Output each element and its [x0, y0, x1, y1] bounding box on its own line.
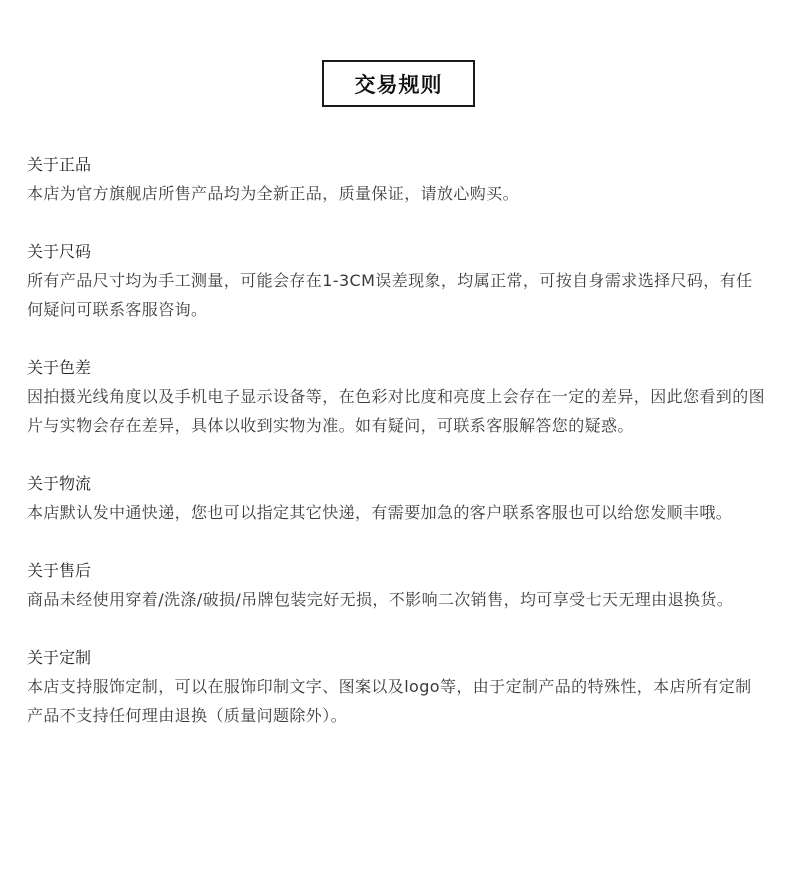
section-body: 所有产品尺寸均为手工测量，可能会存在1-3CM误差现象，均属正常，可按自身需求选择尺码，有任何疑问可联系客服咨询。: [27, 271, 753, 319]
rules-list: [27, 150, 767, 759]
page-title-box: [322, 60, 475, 107]
section-heading: 关于尺码: [27, 242, 92, 261]
section-sizing: [27, 237, 767, 324]
section-authenticity: [27, 150, 767, 208]
section-body: 本店为官方旗舰店所售产品均为全新正品，质量保证，请放心购买。: [27, 184, 520, 203]
section-body: 因拍摄光线角度以及手机电子显示设备等，在色彩对比度和亮度上会存在一定的差异，因此您看到的图片与实物会存在差异，具体以收到实物为准。如有疑问，可联系客服解答您的疑惑。: [27, 387, 766, 435]
section-heading: 关于售后: [27, 561, 92, 580]
section-heading: 关于物流: [27, 474, 92, 493]
section-heading: 关于色差: [27, 358, 92, 377]
section-body: 商品未经使用穿着/洗涤/破损/吊牌包装完好无损，不影响二次销售，均可享受七天无理由退换货。: [27, 590, 734, 609]
page-title: 交易规则: [354, 72, 443, 97]
section-after-sales: [27, 556, 767, 614]
section-color-difference: [27, 353, 767, 440]
section-heading: 关于正品: [27, 155, 92, 174]
section-body: 本店支持服饰定制，可以在服饰印制文字、图案以及logo等，由于定制产品的特殊性，本店所有定制产品不支持任何理由退换（质量问题除外）。: [27, 677, 752, 725]
section-customization: [27, 643, 767, 730]
section-logistics: [27, 469, 767, 527]
section-body: 本店默认发中通快递，您也可以指定其它快递，有需要加急的客户联系客服也可以给您发顺丰哦。: [27, 503, 733, 522]
section-heading: 关于定制: [27, 648, 92, 667]
